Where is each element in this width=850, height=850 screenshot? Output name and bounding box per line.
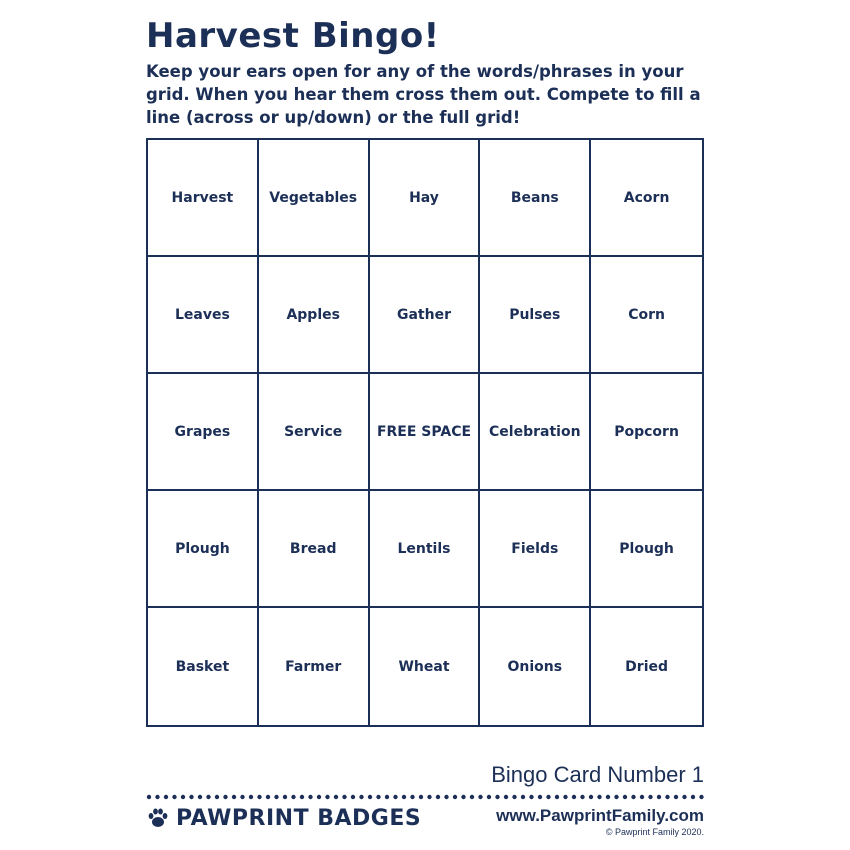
- divider-dot: [155, 795, 159, 799]
- divider-dot: [555, 795, 559, 799]
- divider-dot: [648, 795, 652, 799]
- free-space-cell[interactable]: FREE SPACE: [370, 374, 481, 491]
- bingo-cell[interactable]: Dried: [625, 658, 669, 675]
- divider-dot: [521, 795, 525, 799]
- divider-dot: [223, 795, 227, 799]
- divider-dot: [589, 795, 593, 799]
- divider-dot: [444, 795, 448, 799]
- bingo-grid: [146, 138, 704, 727]
- divider-dot: [546, 795, 550, 799]
- bingo-cell[interactable]: Grapes: [148, 374, 259, 491]
- bingo-cell[interactable]: Farmer: [259, 608, 370, 725]
- bingo-cell[interactable]: Vegetables: [259, 140, 370, 257]
- divider-dot: [393, 795, 397, 799]
- divider-dot: [657, 795, 661, 799]
- divider-dot: [376, 795, 380, 799]
- divider-dot: [665, 795, 669, 799]
- bingo-cell[interactable]: Popcorn: [591, 374, 702, 491]
- divider-dot: [529, 795, 533, 799]
- paw-print-icon: [146, 806, 170, 830]
- divider-dot: [359, 795, 363, 799]
- divider-dot: [580, 795, 584, 799]
- divider-dot: [351, 795, 355, 799]
- divider-dot: [504, 795, 508, 799]
- divider-dot: [606, 795, 610, 799]
- bingo-cell[interactable]: Lentils: [370, 491, 481, 608]
- divider-dot: [563, 795, 567, 799]
- bingo-cell[interactable]: Acorn: [591, 140, 702, 257]
- divider-dot: [181, 795, 185, 799]
- card-number-label: Bingo Card Number 1: [491, 762, 704, 787]
- bingo-cell[interactable]: Basket: [148, 608, 259, 725]
- brand-logo: [146, 804, 421, 832]
- divider-dot: [274, 795, 278, 799]
- divider-dot: [461, 795, 465, 799]
- bingo-cell[interactable]: Bread: [259, 491, 370, 608]
- divider-dot: [436, 795, 440, 799]
- divider-dot: [266, 795, 270, 799]
- divider-dot: [631, 795, 635, 799]
- divider-dot: [427, 795, 431, 799]
- divider-dot: [334, 795, 338, 799]
- divider-dot: [453, 795, 457, 799]
- divider-dot: [240, 795, 244, 799]
- bingo-cell[interactable]: Fields: [480, 491, 591, 608]
- divider-dot: [495, 795, 499, 799]
- instructions-text: Keep your ears open for any of the words/phrases in your grid. When you hear them cross them out. Compete to fill a line (across or up/down) or the full grid!: [146, 62, 701, 127]
- divider-dot: [385, 795, 389, 799]
- divider-dot: [410, 795, 414, 799]
- divider-dot: [198, 795, 202, 799]
- divider-dot: [640, 795, 644, 799]
- divider-dot: [538, 795, 542, 799]
- divider-dot: [342, 795, 346, 799]
- divider-dot: [699, 795, 703, 799]
- divider-dot: [291, 795, 295, 799]
- divider-dot: [147, 795, 151, 799]
- bingo-cell[interactable]: Apples: [259, 257, 370, 374]
- divider-dot: [478, 795, 482, 799]
- divider-dot: [300, 795, 304, 799]
- bingo-cell[interactable]: Gather: [370, 257, 481, 374]
- bingo-cell[interactable]: Pulses: [480, 257, 591, 374]
- divider-dot: [189, 795, 193, 799]
- divider-dot: [249, 795, 253, 799]
- divider-dot: [682, 795, 686, 799]
- divider-dot: [172, 795, 176, 799]
- divider-dot: [325, 795, 329, 799]
- divider-dot: [674, 795, 678, 799]
- divider-dot: [572, 795, 576, 799]
- brand-name: PAWPRINT BADGES: [176, 805, 422, 831]
- divider-dot: [614, 795, 618, 799]
- divider-dot: [691, 795, 695, 799]
- divider-dot: [317, 795, 321, 799]
- divider-dot: [215, 795, 219, 799]
- bingo-cell[interactable]: Celebration: [480, 374, 591, 491]
- bingo-cell[interactable]: Service: [259, 374, 370, 491]
- divider-dot: [402, 795, 406, 799]
- bingo-cell[interactable]: Beans: [480, 140, 591, 257]
- bingo-cell[interactable]: Leaves: [148, 257, 259, 374]
- bingo-cell[interactable]: Plough: [148, 491, 259, 608]
- divider-dot: [206, 795, 210, 799]
- divider-dot: [512, 795, 516, 799]
- divider-dot: [164, 795, 168, 799]
- divider-dot: [597, 795, 601, 799]
- bingo-cell[interactable]: Onions: [480, 608, 591, 725]
- divider-dot: [257, 795, 261, 799]
- divider-dot: [283, 795, 287, 799]
- divider-dot: [623, 795, 627, 799]
- website-link[interactable]: www.PawprintFamily.com: [496, 806, 704, 825]
- divider-dot: [470, 795, 474, 799]
- bingo-cell[interactable]: Harvest: [148, 140, 259, 257]
- page-title: Harvest Bingo!: [146, 16, 440, 56]
- divider-dot: [232, 795, 236, 799]
- divider-dot: [419, 795, 423, 799]
- divider-dot: [308, 795, 312, 799]
- divider-dot: [368, 795, 372, 799]
- bingo-cell[interactable]: Hay: [370, 140, 481, 257]
- bingo-cell[interactable]: Wheat: [370, 608, 481, 725]
- bingo-cell[interactable]: Plough: [591, 491, 702, 608]
- divider-dot: [487, 795, 491, 799]
- dotted-divider: [146, 794, 704, 800]
- bingo-cell[interactable]: Corn: [591, 257, 702, 374]
- copyright-text: © Pawprint Family 2020.: [605, 827, 704, 837]
